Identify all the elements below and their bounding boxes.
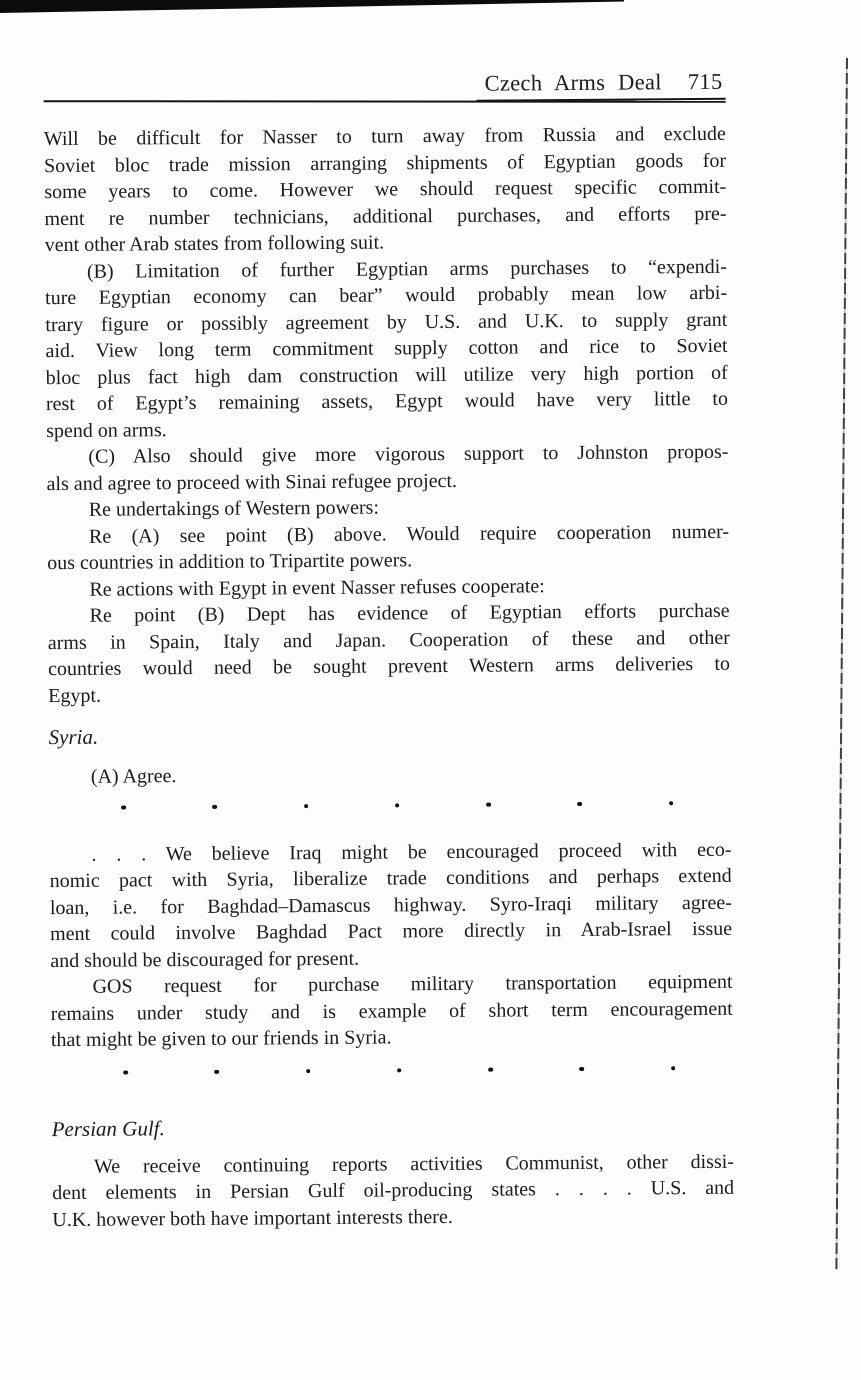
text-line: nomic pact with Syria, liberalize trade conditions and perhaps extend	[49, 864, 732, 893]
text-line: rest of Egypt’s remaining assets, Egypt would have very little to	[45, 387, 729, 416]
separator-dot	[304, 804, 309, 809]
separator-dot	[488, 1067, 493, 1072]
text-line: Egypt.	[48, 684, 102, 707]
paragraph	[48, 598, 731, 709]
paragraph	[44, 121, 727, 259]
text-line: vent other Arab states from following suit.	[44, 231, 385, 257]
text-line: ment re number technicians, additional purchases, and efforts pre-	[44, 202, 727, 230]
paragraph	[50, 969, 733, 1054]
text-line: We receive continuing reports activities Communist, other dissi-	[93, 1150, 735, 1178]
text-line: bloc plus fact high dam construction will utilize very high portion of	[45, 361, 728, 389]
dot-separator	[121, 801, 673, 810]
text-line: als and agree to proceed with Sinai refugee project.	[46, 469, 458, 495]
paragraph	[49, 836, 732, 974]
text-line: ment could involve Baghdad Pact more directly in Arab-Israel issue	[50, 917, 733, 946]
text-line: Soviet bloc trade mission arranging shipments of Egyptian goods for	[43, 149, 727, 177]
text-line: aid. View long term commitment supply cotton and rice to Soviet	[45, 334, 728, 363]
paragraph	[45, 253, 728, 444]
section-heading-persian-gulf: Persian Gulf.	[51, 1115, 165, 1141]
separator-dot	[397, 1068, 402, 1073]
paragraph	[46, 439, 728, 497]
text-line: remains under study and is example of short term encouragement	[50, 997, 733, 1025]
text-line: (B) Limitation of further Egyptian arms purchases to “expendi-	[86, 255, 727, 283]
header-rule	[44, 100, 726, 103]
separator-dot	[395, 803, 400, 808]
running-head-title: Czech Arms Deal	[484, 69, 662, 96]
separator-dot	[214, 1069, 219, 1074]
text-line: dent elements in Persian Gulf oil-producing states . . . . U.S. and	[52, 1176, 735, 1205]
text-line: spend on arms.	[46, 418, 167, 442]
text-line: ous countries in addition to Tripartite powers.	[47, 549, 413, 575]
section-heading-syria: Syria.	[48, 724, 99, 750]
paragraph	[47, 518, 729, 576]
text-line: Re undertakings of Western powers:	[88, 496, 380, 521]
text-line: Re (A) see point (B) above. Would require cooperation numer-	[88, 520, 730, 548]
page-edge-shadow	[835, 58, 848, 1270]
text-line: GOS request for purchase military transportation equipment	[92, 970, 733, 998]
paragraph	[52, 1148, 735, 1233]
text-line: U.K. however both have important interests there.	[52, 1205, 453, 1231]
separator-dot	[669, 801, 674, 806]
running-head-text	[476, 69, 725, 102]
running-head	[43, 69, 725, 108]
text-line: trary figure or possibly agreement by U.S. and U.K. to supply grant	[45, 308, 728, 336]
text-line: ture Egyptian economy can bear” would probably mean low arbi-	[45, 281, 728, 310]
separator-dot	[121, 805, 126, 810]
page-number: 715	[687, 68, 723, 95]
separator-dot	[123, 1070, 128, 1075]
separator-dot	[212, 804, 217, 809]
text-line: Re point (B) Dept has evidence of Egyptian efforts purchase	[89, 599, 730, 627]
text-line: and should be discouraged for present.	[50, 947, 360, 972]
text-line: arms in Spain, Italy and Japan. Cooperation of these and other	[47, 626, 730, 654]
text-line: (C) Also should give more vigorous support to Johnston propos-	[88, 440, 729, 468]
text-line: (A) Agree.	[90, 765, 177, 788]
scan-artifact-top-wedge	[0, 0, 624, 13]
separator-dot	[306, 1069, 311, 1074]
dot-separator	[123, 1066, 675, 1075]
separator-dot	[671, 1066, 676, 1071]
page-content	[43, 69, 734, 1233]
text-line: countries would need be sought prevent Western arms deliveries to	[47, 652, 731, 681]
text-line: Re actions with Egypt in event Nasser refuses cooperate:	[89, 574, 545, 601]
text-line: Will be difficult for Nasser to turn away from Russia and exclude	[43, 122, 726, 151]
text-line: . . . We believe Iraq might be encouraged proceed with eco-	[91, 838, 732, 866]
text-line: that might be given to our friends in Syria.	[50, 1026, 392, 1052]
text-line: loan, i.e. for Baghdad–Damascus highway. Syro-Iraqi military agree-	[49, 891, 732, 919]
separator-dot	[577, 801, 582, 806]
separator-dot	[579, 1066, 584, 1071]
text-line: some years to come. However we should request specific commit-	[44, 175, 727, 204]
separator-dot	[486, 802, 491, 807]
paragraph	[49, 759, 731, 791]
